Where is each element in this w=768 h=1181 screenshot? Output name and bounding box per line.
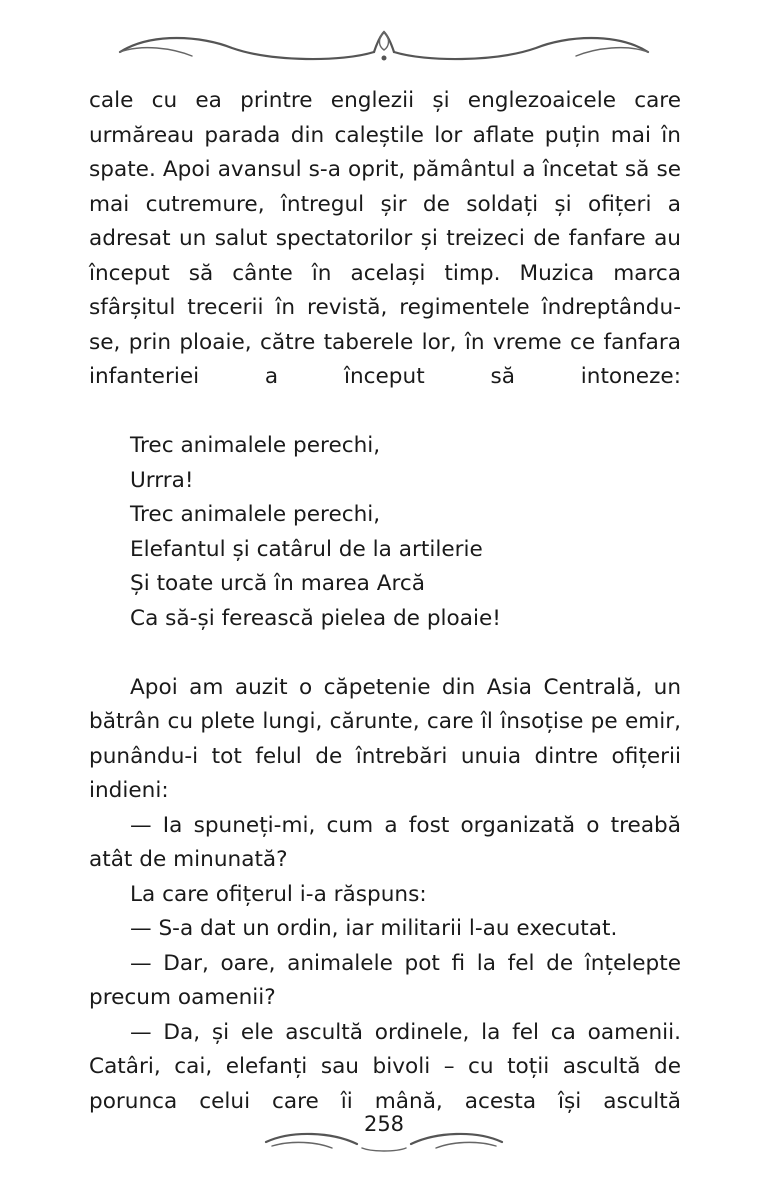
paragraph-continued: cale cu ea printre englezii și englezoaicele care urmăreau parada din caleștile lor aflate puțin mai în spate. Apoi avansul s-a oprit, pământul a încetat să se mai cutremure, întregul șir de soldați și ofițeri a adresat un salut spectatorilor și treizeci de fanfare au început să cânte în același timp. Muzica marca sfârșitul trecerii în revistă, regimentele îndreptându-se, prin ploaie, către taberele lor, în vreme ce fanfara infanteriei a început să intoneze: [89, 88, 681, 389]
page-body [89, 84, 681, 1119]
narration-line: La care ofițerul i-a răspuns: [130, 881, 427, 907]
poem-verse [89, 429, 681, 636]
dialog-line: — Ia spuneți-mi, cum a fost organizată o treabă atât de minunată? [89, 812, 681, 872]
poem-line: Și toate urcă în marea Arcă [130, 571, 426, 596]
dialog-line: — Dar, oare, animalele pot fi la fel de înțelepte precum oamenii? [89, 950, 681, 1010]
poem-line: Ca să-și ferească pielea de ploaie! [130, 605, 501, 631]
top-ornament-flourish [112, 26, 656, 74]
poem-line: Trec animalele perechi, [130, 502, 381, 527]
paragraph-narration: Apoi am auzit o căpetenie din Asia Centrală, un bătrân cu plete lungi, cărunte, care îl însoțise pe emir, punându-i tot felul de întrebări unuia dintre ofițerii indieni: [89, 674, 681, 803]
poem-line: Urrra! [130, 467, 194, 493]
bottom-ornament-flourish [262, 1118, 506, 1158]
page-number: 258 [363, 1112, 405, 1136]
poem-line: Trec animalele perechi, [130, 433, 381, 458]
dialog-line: — Da, și ele ascultă ordinele, la fel ca oamenii. Catâri, cai, elefanți sau bivoli – cu toții ascultă de porunca celui care îi mână, acesta își ascultă [89, 1019, 681, 1114]
dialog-line: — S-a dat un ordin, iar militarii l-au executat. [130, 916, 618, 941]
poem-line: Elefantul și catârul de la artilerie [130, 536, 483, 562]
